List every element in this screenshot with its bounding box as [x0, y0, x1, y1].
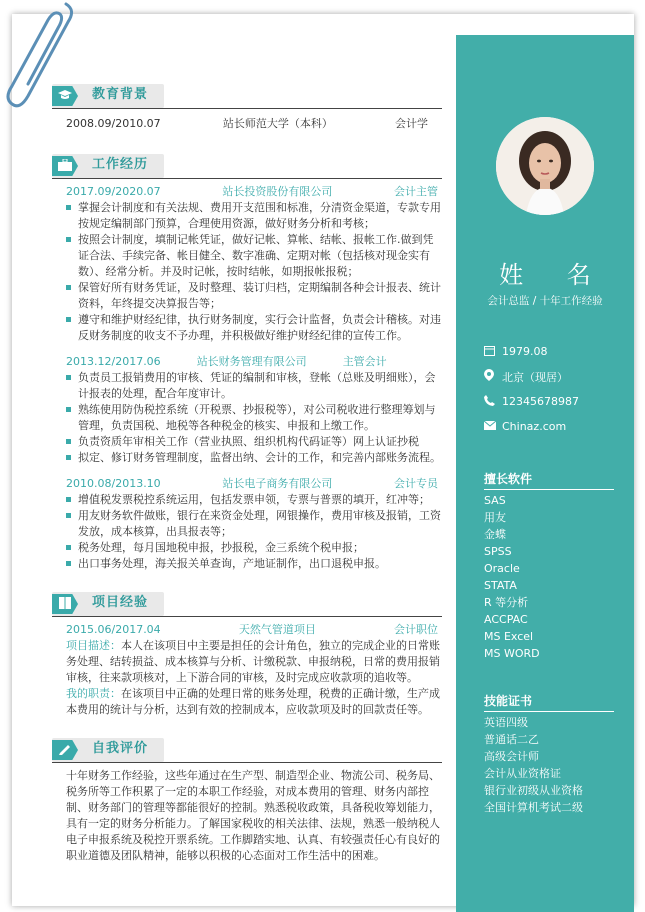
project-duty-text: 在该项目中正确的处理日常的账务处理，税费的正确计缴，生产成本费用的统计与分析，达到有效的控制成本，应收款项及时的回款责任等。 [66, 687, 440, 716]
software-item: ACCPAC [484, 613, 528, 626]
email-row [484, 414, 579, 439]
project-duty [52, 686, 442, 718]
job-entry [52, 476, 442, 572]
work-header [52, 154, 442, 178]
job-company: 站长财务管理有限公司 [196, 355, 307, 368]
profile-sidebar [456, 35, 634, 912]
project-description [52, 638, 442, 686]
location-row [484, 364, 579, 389]
duty-item: 按照会计制度，填制记帐凭证，做好记帐、算帐、结帐、报帐工作.做到凭证合法、手续完备、帐目健全、数字准确、定期对帐（包括核对现金实有数）、经常分析。并及时记帐，按时结帐，如期报帐报税； [66, 232, 442, 280]
software-item: MS Excel [484, 630, 534, 643]
project-header [52, 592, 442, 616]
job-header [52, 476, 442, 492]
phone-row [484, 389, 579, 414]
education-row [52, 116, 442, 132]
job-header [52, 354, 442, 370]
location-pin-icon [484, 369, 502, 384]
software-item: R 等分析 [484, 596, 529, 609]
job-header [52, 184, 442, 200]
project-title: 项目经验 [92, 595, 149, 610]
job-subtitle: 会计总监 / 十年工作经验 [487, 295, 603, 307]
duty-item: 保管好所有财务凭证，及时整理、装订归档，定期编制各种会计报表、统计资料，年终提交决算报告等； [66, 280, 442, 312]
birth-row [484, 339, 579, 364]
education-header [52, 84, 442, 108]
project-date: 2015.06/2017.04 [66, 623, 161, 636]
software-item: STATA [484, 579, 517, 592]
certificate-list [484, 714, 614, 816]
duty-item: 增值税发票税控系统运用，包括发票申领，专票与普票的填开，红冲等； [66, 492, 442, 508]
job-position: 会计专员 [394, 477, 438, 490]
software-item: MS WORD [484, 647, 540, 660]
project-header-row [52, 622, 442, 638]
education-school: 站长师范大学（本科） [222, 117, 333, 130]
work-title: 工作经历 [92, 157, 149, 172]
software-section [484, 471, 614, 662]
software-item: SAS [484, 494, 506, 507]
mail-icon [484, 420, 502, 433]
software-title: 擅长软件 [484, 471, 614, 490]
project-name: 天然气管道项目 [238, 623, 316, 636]
certificate-item: 英语四级 [484, 716, 528, 729]
certificates-title: 技能证书 [484, 693, 614, 712]
job-date: 2010.08/2013.10 [66, 477, 161, 490]
location: 北京（现居） [502, 370, 568, 384]
birth-date: 1979.08 [502, 345, 548, 358]
phone-icon [484, 395, 502, 409]
certificate-item: 普通话二乙 [484, 733, 539, 746]
self-eval-header [52, 738, 442, 762]
job-duties [52, 492, 442, 572]
job-duties [52, 370, 442, 466]
resume-sheet [12, 14, 634, 906]
certificates-section [484, 693, 614, 816]
education-title: 教育背景 [92, 87, 149, 102]
software-item: 金蝶 [484, 528, 506, 541]
avatar [496, 117, 594, 215]
duty-item: 掌握会计制度和有关法规、费用开支范围和标准，分清资金渠道，专款专用按规定编制部门预算，合理使用资源，做好财务分析和考核； [66, 200, 442, 232]
duty-item: 遵守和维护财经纪律，执行财务制度，实行会计监督，负责会计稽核。对违反财务制度的收支不予办理，并积极做好维护财经纪律的宣传工作。 [66, 312, 442, 344]
project-description-text: 本人在该项目中主要是担任的会计角色，独立的完成企业的日常账务处理、结转损益、成本核算与分析、计缴税款、申报纳税，日常的费用报销审核，往来款项核对，上下游合同的审核，及时完成应收款项的追收等。 [66, 639, 440, 684]
software-item: 用友 [484, 511, 506, 524]
project-position: 会计职位 [394, 623, 438, 636]
software-list [484, 492, 614, 662]
project-duty-label: 我的职责： [66, 687, 121, 700]
email: Chinaz.com [502, 420, 567, 433]
project-description-label: 项目描述： [66, 639, 121, 652]
duty-item: 负责资质年审相关工作（营业执照、组织机构代码证等）网上认证抄税 [66, 434, 442, 450]
certificate-item: 全国计算机考试二级 [484, 801, 583, 814]
certificate-item: 银行业初级从业资格 [484, 784, 583, 797]
certificate-item: 高级会计师 [484, 750, 539, 763]
job-company: 站长电子商务有限公司 [222, 477, 333, 490]
job-entry [52, 354, 442, 466]
education-date: 2008.09/2010.07 [66, 117, 161, 130]
main-content [52, 84, 442, 864]
calendar-icon [484, 345, 502, 359]
duty-item: 负责员工报销费用的审核、凭证的编制和审核，登帐（总账及明细账），会计报表的处理，配合年度审计。 [66, 370, 442, 402]
duty-item: 税务处理，每月国地税申报，抄报税，金三系统个税申报； [66, 540, 442, 556]
portrait-image [496, 117, 594, 215]
job-position: 会计主管 [394, 185, 438, 198]
job-entry [52, 184, 442, 344]
job-date: 2017.09/2020.07 [66, 185, 161, 198]
self-eval-text: 十年财务工作经验，这些年通过在生产型、制造型企业、物流公司、税务局、税务所等工作积累了一定的本职工作经验，对成本费用的管理、财务内部控制、财务部门的管理等都能很好的控制。熟悉税收政策，具备税收筹划能力，具有一定的财务分析能力。了解国家税收的相关法律、法规，熟悉一般纳税人电子申报系统及税控开票系统。工作脚踏实地、认真、有较强责任心有良好的职业道德及团队精神，能够以积极的心态面对工作生活中的困难。 [66, 769, 440, 862]
software-item: SPSS [484, 545, 512, 558]
certificate-item: 会计从业资格证 [484, 767, 561, 780]
software-item: Oracle [484, 562, 520, 575]
job-company: 站长投资股份有限公司 [222, 185, 333, 198]
job-duties [52, 200, 442, 344]
duty-item: 拟定、修订财务管理制度，监督出纳、会计的工作，和完善内部账务流程。 [66, 450, 442, 466]
job-date: 2013.12/2017.06 [66, 355, 161, 368]
education-major: 会计学 [395, 117, 428, 130]
duty-item: 出口事务处理，海关报关单查询，产地证制作，出口退税申报。 [66, 556, 442, 572]
paperclip-icon [6, 0, 76, 118]
contact-info [484, 339, 579, 439]
duty-item: 用友财务软件做账，银行在来资金处理，网银操作，费用审核及报销，工资发放，成本核算，出具报表等； [66, 508, 442, 540]
duty-item: 熟练使用防伪税控系统（开税票、抄报税等），对公司税收进行整理筹划与管理，负责国税、地税等各种税金的核实、申报和上缴工作。 [66, 402, 442, 434]
self-eval-title: 自我评价 [92, 741, 149, 756]
phone-number: 12345678987 [502, 395, 579, 408]
project-entry [52, 622, 442, 718]
job-position: 主管会计 [342, 355, 387, 368]
person-name: 姓 名 [499, 261, 609, 289]
